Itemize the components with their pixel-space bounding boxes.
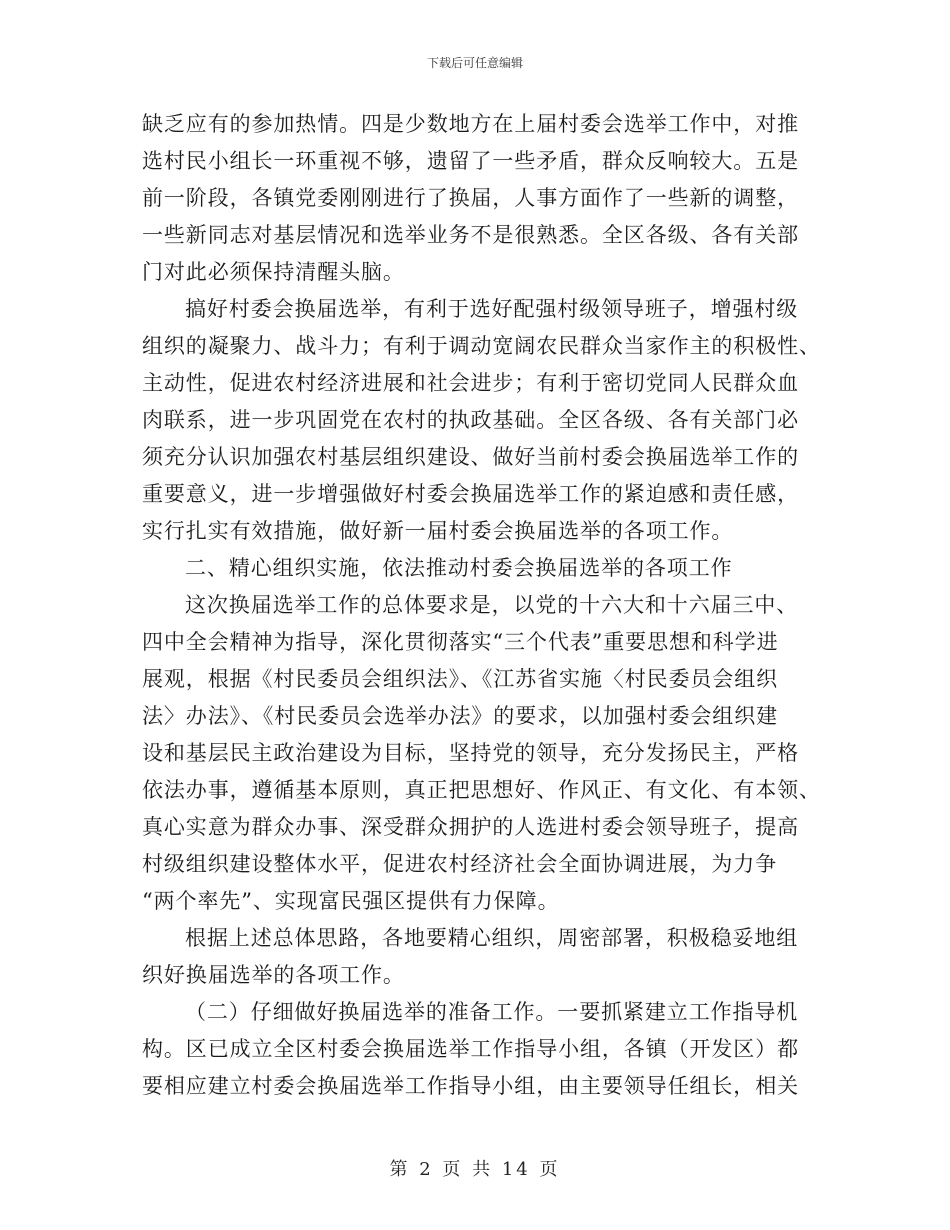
text-line: 展观，根据《村民委员会组织法》、《江苏省实施〈村民委员会组织: [142, 667, 778, 691]
page-footer: 第 2 页 共 14 页: [389, 1159, 561, 1180]
text-line: 搞好村委会换届选举，有利于选好配强村级领导班子，增强村级: [185, 297, 799, 321]
text-line: 村级组织建设整体水平，促进农村经济社会全面协调进展，为力争: [142, 852, 778, 876]
text-line: 四中全会精神为指导，深化贯彻落实“三个代表”重要思想和科学进: [142, 630, 779, 654]
text-line: 组织的凝聚力、战斗力；有利于调动宽阔农民群众当家作主的积极性、: [142, 334, 821, 358]
text-line: 选村民小组长一环重视不够，遗留了一些矛盾，群众反响较大。五是: [142, 149, 799, 173]
text-line: 构。区已成立全区村委会换届选举工作指导小组，各镇（开发区）都: [142, 1037, 799, 1061]
text-line: 根据上述总体思路，各地要精心组织，周密部署，积极稳妥地组: [185, 926, 799, 950]
text-line: 织好换届选举的各项工作。: [142, 963, 405, 987]
document-body: [142, 106, 821, 1105]
text-line: 二、精心组织实施，依法推动村委会换届选举的各项工作: [185, 556, 733, 580]
body-text: [142, 106, 821, 1105]
text-line: 依法办事，遵循基本原则，真正把思想好、作风正、有文化、有本领、: [142, 778, 821, 802]
text-line: 法〉办法》、《村民委员会选举办法》的要求，以加强村委会组织建: [142, 704, 778, 728]
text-line: 主动性，促进农村经济进展和社会进步；有利于密切党同人民群众血: [142, 371, 799, 395]
text-line: 门对此必须保持清醒头脑。: [142, 260, 405, 284]
text-line: 前一阶段，各镇党委刚刚进行了换届，人事方面作了一些新的调整，: [142, 186, 799, 210]
text-line: 真心实意为群众办事、深受群众拥护的人选进村委会领导班子，提高: [142, 815, 799, 839]
text-line: 重要意义，进一步增强做好村委会换届选举工作的紧迫感和责任感，: [142, 482, 799, 506]
text-line: “两个率先”、实现富民强区提供有力保障。: [142, 889, 560, 913]
text-line: 须充分认识加强农村基层组织建设、做好当前村委会换届选举工作的: [142, 445, 799, 469]
text-line: 肉联系，进一步巩固党在农村的执政基础。全区各级、各有关部门必: [142, 408, 799, 432]
text-line: 设和基层民主政治建设为目标，坚持党的领导，充分发扬民主，严格: [142, 741, 799, 765]
text-line: 缺乏应有的参加热情。四是少数地方在上届村委会选举工作中，对推: [142, 112, 799, 136]
text-line: （二）仔细做好换届选举的准备工作。一要抓紧建立工作指导机: [185, 1000, 799, 1024]
text-line: 实行扎实有效措施，做好新一届村委会换届选举的各项工作。: [142, 519, 734, 543]
page-header: 下载后可任意编辑: [426, 56, 523, 70]
text-line: 要相应建立村委会换届选举工作指导小组，由主要领导任组长，相关: [142, 1074, 799, 1098]
text-line: 一些新同志对基层情况和选举业务不是很熟悉。全区各级、各有关部: [142, 223, 799, 247]
text-line: 这次换届选举工作的总体要求是，以党的十六大和十六届三中、: [185, 593, 799, 617]
